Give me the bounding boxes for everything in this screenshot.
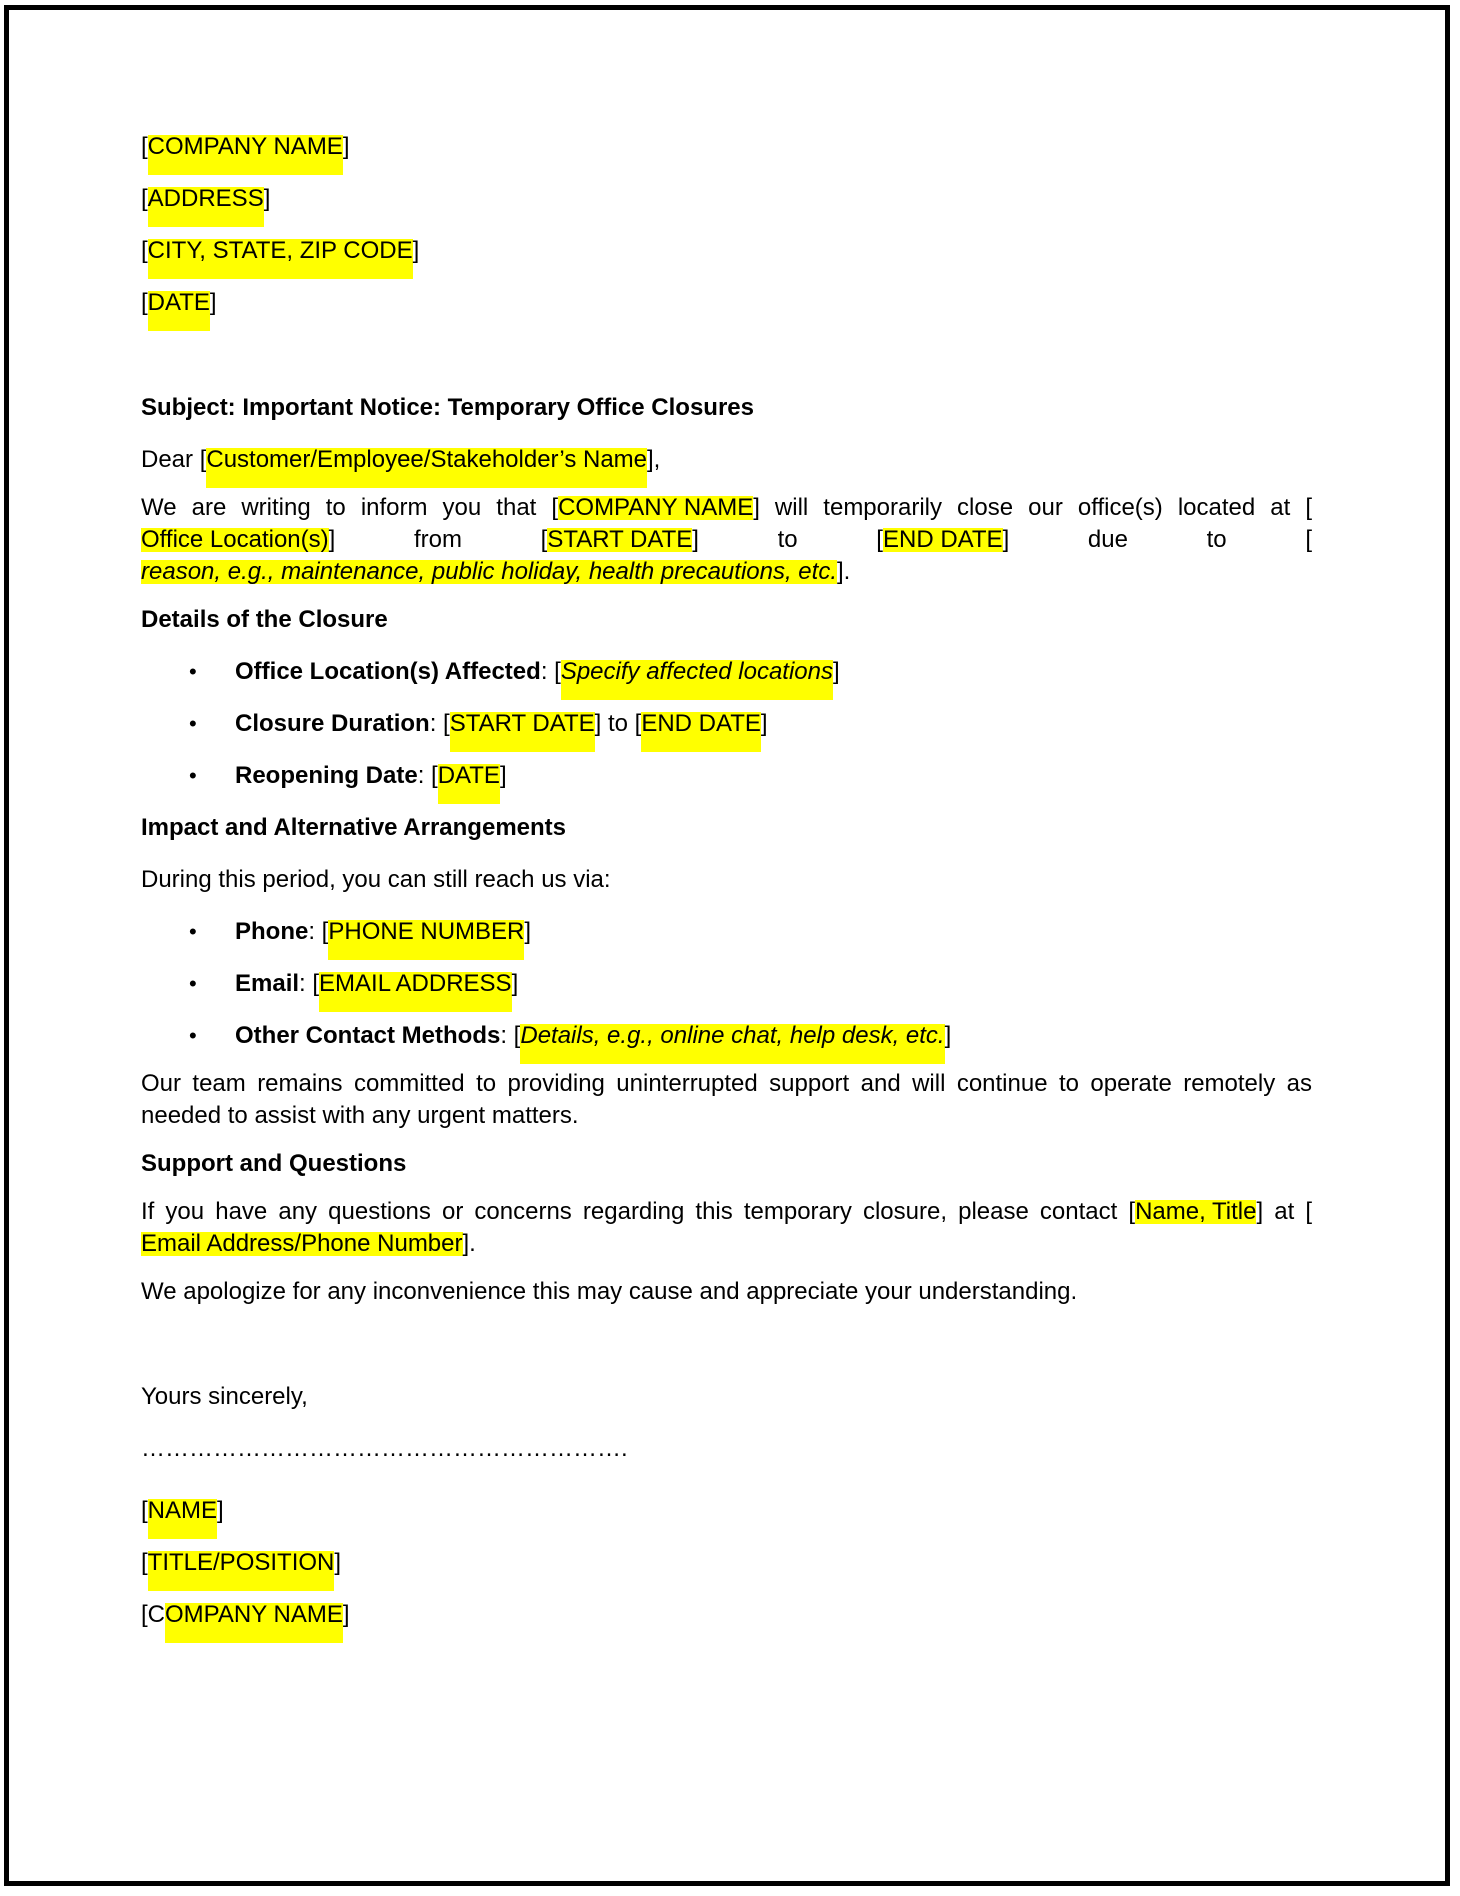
placeholder-company-name: OMPANY NAME	[165, 1603, 343, 1643]
placeholder-title-position: TITLE/POSITION	[148, 1551, 335, 1591]
bullet-icon: •	[189, 711, 197, 736]
list-item: • Reopening Date: [DATE]	[141, 764, 1312, 788]
placeholder-start-date: START DATE	[547, 526, 693, 553]
bullet-icon: •	[189, 919, 197, 944]
letter-body	[141, 135, 1312, 1627]
placeholder-date: DATE	[148, 291, 210, 331]
support-heading: Support and Questions	[141, 1150, 407, 1177]
subject-line: Subject: Important Notice: Temporary Office Closures	[141, 394, 754, 421]
signature-company: [COMPANY NAME]	[141, 1603, 1312, 1627]
placeholder-recipient-name: Customer/Employee/Stakeholder’s Name	[206, 448, 647, 488]
bullet-icon: •	[189, 763, 197, 788]
list-item: • Closure Duration: [START DATE] to [END DATE]	[141, 712, 1312, 736]
details-heading: Details of the Closure	[141, 606, 388, 633]
placeholder-company-name: COMPANY NAME	[558, 494, 754, 521]
placeholder-end-date: END DATE	[882, 526, 1003, 553]
placeholder-name: NAME	[148, 1499, 217, 1539]
signature-line: …………………………………………………….	[141, 1435, 628, 1462]
impact-heading: Impact and Alternative Arrangements	[141, 814, 567, 841]
letter-date: [DATE]	[141, 291, 1312, 315]
sender-address: [ADDRESS]	[141, 187, 1312, 211]
list-item: • Email: [EMAIL ADDRESS]	[141, 972, 1312, 996]
signoff: Yours sincerely,	[141, 1383, 308, 1410]
sender-city: [CITY, STATE, ZIP CODE]	[141, 239, 1312, 263]
intro-paragraph: We are writing to inform you that [COMPANY NAME] will temporarily close our office(s) located at [Office Location(s)] from [START DATE] to [END DATE] due to [reason, e.g., maintenance, public holiday, health precautions, etc.].	[141, 494, 1313, 585]
apology-line: We apologize for any inconvenience this may cause and appreciate your understanding.	[141, 1278, 1078, 1305]
greeting: Dear [Customer/Employee/Stakeholder’s Name],	[141, 448, 1312, 472]
commitment-paragraph: Our team remains committed to providing uninterrupted support and will continue to operate remotely as needed to assist with any urgent matters.	[141, 1070, 1312, 1129]
placeholder-other-contact: Details, e.g., online chat, help desk, etc.	[520, 1024, 944, 1064]
placeholder-city-state-zip: CITY, STATE, ZIP CODE	[148, 239, 413, 279]
placeholder-company-name: COMPANY NAME	[148, 135, 343, 175]
bullet-icon: •	[189, 659, 197, 684]
sender-company: [COMPANY NAME]	[141, 135, 1312, 159]
placeholder-end-date: END DATE	[641, 712, 761, 752]
list-item: • Other Contact Methods: [Details, e.g., online chat, help desk, etc.]	[141, 1024, 1312, 1048]
impact-intro: During this period, you can still reach us via:	[141, 866, 611, 893]
signature-name: [NAME]	[141, 1499, 1312, 1523]
sender-block	[141, 135, 1312, 315]
placeholder-email-address: EMAIL ADDRESS	[319, 972, 512, 1012]
list-item: • Office Location(s) Affected: [Specify affected locations]	[141, 660, 1312, 684]
placeholder-affected-locations: Specify affected locations	[561, 660, 833, 700]
support-paragraph: If you have any questions or concerns regarding this temporary closure, please contact [Name, Title] at [Email Address/Phone Number].	[141, 1198, 1312, 1257]
placeholder-reopening-date: DATE	[438, 764, 500, 804]
placeholder-phone-number: PHONE NUMBER	[328, 920, 524, 960]
placeholder-contact-name-title: Name, Title	[1135, 1198, 1257, 1225]
placeholder-email-phone: Email Address/Phone Number	[141, 1230, 463, 1257]
bullet-icon: •	[189, 971, 197, 996]
placeholder-office-location: Office Location(s)	[141, 526, 329, 553]
placeholder-address: ADDRESS	[148, 187, 264, 227]
bullet-icon: •	[189, 1023, 197, 1048]
signature-title: [TITLE/POSITION]	[141, 1551, 1312, 1575]
placeholder-reason: reason, e.g., maintenance, public holiday, health precautions, etc.	[141, 558, 837, 585]
placeholder-start-date: START DATE	[450, 712, 595, 752]
list-item: • Phone: [PHONE NUMBER]	[141, 920, 1312, 944]
